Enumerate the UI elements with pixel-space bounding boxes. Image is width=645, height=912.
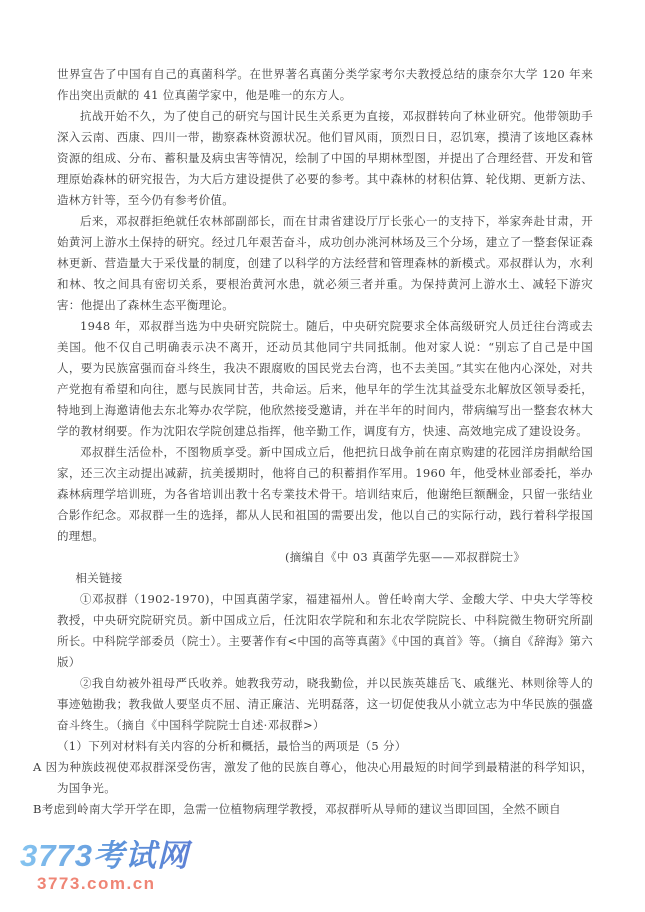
related-link-1: ①邓叔群（1902-1970)，中国真菌学家，福建福州人。曾任岭南大学、金酸大学、中央大学等校教授，中央研究院研究员。新中国成立后，任沈阳农学院和和东北农学院院长、中科院微生物研究所副所长。中科院学部委员（院士）。主要著作有<中国的高等真菌》《中国的真首》等。（摘自《辞海》第六版）: [57, 592, 593, 669]
related-links-heading: 相关链接: [75, 571, 123, 585]
related-link-2: ②我自幼被外祖母严氏收养。她教我劳动，晓我勤俭，并以民族英雄岳飞、戚继光、林则徐等人的事迹勉勘我；教我做人要坚贞不屈、清正廉洁、光明磊落，这一切促使我从小就立志为中华民族的强盛奋斗终生。（摘自《中国科学院院士自述·邓叔群>）: [57, 676, 593, 732]
question-1-option-a: A 因为种族歧视使邓叔群深受伤害，激发了他的民族自尊心，他决心用最短的时间学到最精湛的科学知识，为国争光。: [33, 760, 593, 795]
paragraph-gansu-research: 后来，邓叔群拒绝就任农林部副部长，而在甘肃省建设厅厅长张心一的支持下，举家奔赴甘肃，开始黄河上游水土保持的研究。经过几年艰苦奋斗，成功创办洮河林场及三个分场，建立了一整套保证森林更新、营造量大于采伐量的制度，创建了以科学的方法经营和管理森林的新模式。邓叔群认为，水利和林、牧之间具有密切关系，要根治黄河水患，就必须三者并重。为保持黄河上游水土、减轻下游灾害：他提出了森林生态平衡理论。: [57, 214, 593, 312]
question-1-stem: （1）下列对材料有关内容的分析和概括，最恰当的两项是（5 分）: [57, 739, 407, 753]
site-watermark: [20, 840, 220, 892]
watermark-logo: 3773考试网: [20, 840, 220, 871]
paragraph-1948-academician: 1948 年，邓叔群当选为中央研究院院士。随后，中央研究院要求全体高级研究人员迁往台湾或去美国。他不仅自己明确表示决不离开，还动员其他同宁共同抵制。他对家人说：“别忘了自己是中国人，要为民族富强而奋斗终生，我决不跟腐败的国民党去台湾，也不去美国。”其实在他内心深处，对共产党抱有希望和向往，愿与民族同甘苦，共命运。后来，他早年的学生沈其益受东北解放区领导委托，特地到上海邀请他去东北筹办农学院，他欣然接受邀请，并在半年的时间内，带病编写出一整套农林大学的教材纲要。作为沈阳农学院创建总指挥，他辛勤工作，调度有方，快速、高效地完成了建设设务。: [57, 319, 593, 438]
source-citation: (摘编自《中 03 真菌学先驱——邓叔群院士》: [285, 550, 526, 564]
exam-page-text: [33, 64, 593, 820]
paragraph-frugal-life: 邓叔群生活俭朴，不图物质享受。新中国成立后，他把抗日战争前在南京购建的花园洋房捐献给国家，还三次主动提出减薪，抗美援期时，他将自己的积蓄捐作军用。1960 年，他受林业部委托，举办森林病理学培训班，为各省培训出教十名专業技术骨干。培训结束后，他谢绝巨额酬金，只留一张结业合影作纪念。邓叔群一生的选择，都从人民和祖国的需要出发，他以自己的实际行动，践行着科学报国的理想。: [57, 445, 593, 543]
paragraph-continuation: 世界宣告了中国有自己的真菌科学。在世界著名真菌分类学家考尔夫教授总结的康奈尔大学 120 年来作出突出贡献的 41 位真菌学家中，他是唯一的东方人。: [57, 67, 593, 102]
paragraph-forestry-research: 抗战开始不久，为了使自己的研究与国计民生关系更为直接，邓叔群转向了林业研究。他带领助手深入云南、西康、四川一带，勘察森林资源状况。他们冒风雨，顶烈日日，忍饥寒，摸清了该地区森林资源的组成、分布、蓄积量及病虫害等情况，绘制了中国的早期林型图，并提出了合理经营、开发和管理原始森林的研究报告，为大后方建设提供了必要的参考。其中森林的材积估算、轮伐期、更新方法、造林方针等，至今仍有参考价值。: [57, 109, 593, 207]
watermark-url: 3773.com.cn: [37, 874, 156, 893]
question-1-option-b: B考虑到岭南大学开学在即，急需一位植物病理学教授，邓叔群听从导师的建议当即回国，全然不顾自: [33, 802, 561, 816]
